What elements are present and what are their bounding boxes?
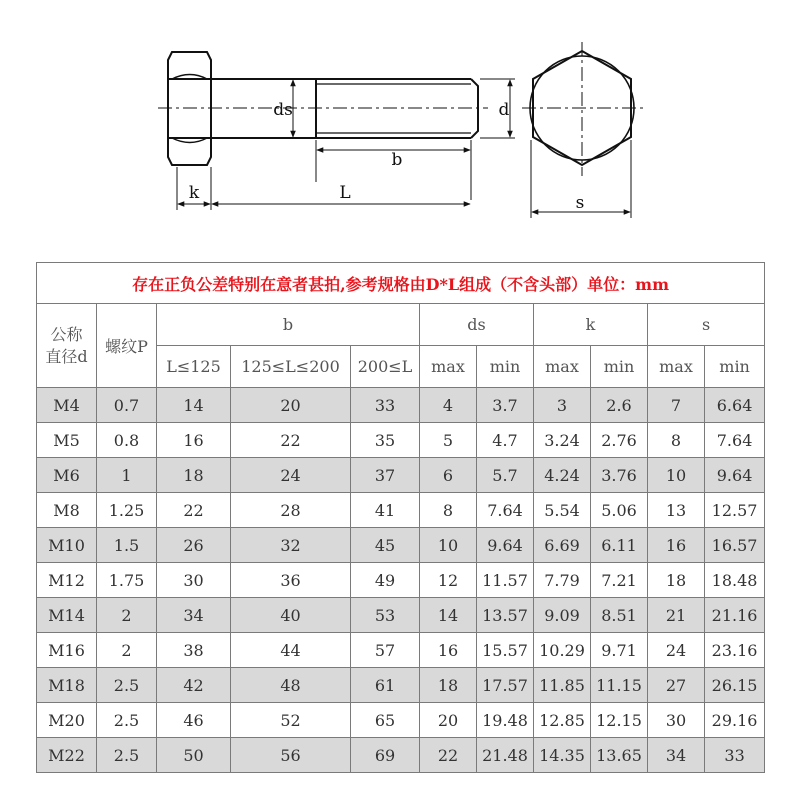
table-row (37, 668, 765, 703)
table-cell: 29.16 (705, 703, 765, 738)
table-cell: 21.16 (705, 598, 765, 633)
table-cell: 5 (420, 423, 477, 458)
table-cell: 3.7 (477, 388, 534, 423)
table-cell: 11.85 (534, 668, 591, 703)
table-cell: 10.29 (534, 633, 591, 668)
table-row (37, 633, 765, 668)
table-cell: 11.15 (591, 668, 648, 703)
table-cell: 13 (648, 493, 705, 528)
table-cell: 44 (231, 633, 351, 668)
table-cell: 7.64 (477, 493, 534, 528)
row-size-cell: M12 (37, 563, 97, 598)
table-cell: 22 (157, 493, 231, 528)
table-cell: 30 (648, 703, 705, 738)
bolt-spec-table (36, 262, 765, 773)
table-cell: 69 (351, 738, 420, 773)
table-cell: 7.79 (534, 563, 591, 598)
table-cell: 14 (420, 598, 477, 633)
table-cell: 53 (351, 598, 420, 633)
spec-table-body (37, 388, 765, 773)
row-size-cell: M14 (37, 598, 97, 633)
table-cell: 14 (157, 388, 231, 423)
header-k: k (534, 304, 648, 346)
table-cell: 16 (420, 633, 477, 668)
table-cell: 24 (231, 458, 351, 493)
table-cell: 5.7 (477, 458, 534, 493)
table-cell: 18.48 (705, 563, 765, 598)
table-cell: 28 (231, 493, 351, 528)
table-cell: 38 (157, 633, 231, 668)
table-cell: 50 (157, 738, 231, 773)
table-cell: 7.64 (705, 423, 765, 458)
table-cell: 22 (420, 738, 477, 773)
table-cell: 1 (97, 458, 157, 493)
table-cell: 6.11 (591, 528, 648, 563)
table-cell: 18 (648, 563, 705, 598)
row-size-cell: M18 (37, 668, 97, 703)
table-cell: 6.69 (534, 528, 591, 563)
table-cell: 12.57 (705, 493, 765, 528)
row-size-cell: M6 (37, 458, 97, 493)
table-cell: 48 (231, 668, 351, 703)
table-cell: 35 (351, 423, 420, 458)
header-b-sub: 125≤L≤200 (231, 346, 351, 388)
dimension-label-b: b (391, 150, 403, 170)
table-cell: 7.21 (591, 563, 648, 598)
table-cell: 34 (648, 738, 705, 773)
table-cell: 3.24 (534, 423, 591, 458)
table-cell: 10 (420, 528, 477, 563)
table-row (37, 528, 765, 563)
header-ds: ds (420, 304, 534, 346)
table-cell: 57 (351, 633, 420, 668)
table-cell: 2.6 (591, 388, 648, 423)
header-min: min (591, 346, 648, 388)
table-cell: 30 (157, 563, 231, 598)
table-cell: 36 (231, 563, 351, 598)
table-cell: 6.64 (705, 388, 765, 423)
table-cell: 9.71 (591, 633, 648, 668)
table-cell: 37 (351, 458, 420, 493)
table-cell: 2.5 (97, 668, 157, 703)
table-cell: 2 (97, 633, 157, 668)
table-row (37, 493, 765, 528)
table-cell: 3.76 (591, 458, 648, 493)
table-cell: 9.09 (534, 598, 591, 633)
table-cell: 13.65 (591, 738, 648, 773)
table-cell: 20 (420, 703, 477, 738)
table-cell: 10 (648, 458, 705, 493)
table-cell: 46 (157, 703, 231, 738)
table-cell: 24 (648, 633, 705, 668)
table-cell: 7 (648, 388, 705, 423)
table-row (37, 598, 765, 633)
table-cell: 4.7 (477, 423, 534, 458)
header-pitch: 螺纹P (97, 304, 157, 388)
table-cell: 42 (157, 668, 231, 703)
row-size-cell: M22 (37, 738, 97, 773)
table-cell: 61 (351, 668, 420, 703)
table-cell: 23.16 (705, 633, 765, 668)
table-cell: 0.8 (97, 423, 157, 458)
table-row (37, 563, 765, 598)
table-cell: 5.54 (534, 493, 591, 528)
table-cell: 2.5 (97, 738, 157, 773)
table-title: 存在正负公差特别在意者甚拍,参考规格由D*L组成（不含头部）单位：mm (37, 263, 765, 304)
table-cell: 32 (231, 528, 351, 563)
header-min: min (705, 346, 765, 388)
table-cell: 2.5 (97, 703, 157, 738)
row-size-cell: M4 (37, 388, 97, 423)
table-cell: 3 (534, 388, 591, 423)
header-b: b (157, 304, 420, 346)
dimension-label-d: d (498, 100, 510, 120)
table-cell: 40 (231, 598, 351, 633)
table-cell: 65 (351, 703, 420, 738)
header-b-sub: 200≤L (351, 346, 420, 388)
bolt-technical-drawing (0, 0, 800, 240)
table-cell: 8 (648, 423, 705, 458)
table-cell: 19.48 (477, 703, 534, 738)
table-cell: 4 (420, 388, 477, 423)
table-cell: 26.15 (705, 668, 765, 703)
table-cell: 41 (351, 493, 420, 528)
table-cell: 12 (420, 563, 477, 598)
table-cell: 52 (231, 703, 351, 738)
table-row (37, 388, 765, 423)
table-cell: 26 (157, 528, 231, 563)
table-cell: 11.57 (477, 563, 534, 598)
table-cell: 15.57 (477, 633, 534, 668)
table-cell: 5.06 (591, 493, 648, 528)
row-size-cell: M5 (37, 423, 97, 458)
table-cell: 4.24 (534, 458, 591, 493)
header-max: max (534, 346, 591, 388)
row-size-cell: M8 (37, 493, 97, 528)
table-cell: 34 (157, 598, 231, 633)
table-row (37, 738, 765, 773)
table-cell: 16 (648, 528, 705, 563)
table-cell: 8 (420, 493, 477, 528)
row-size-cell: M16 (37, 633, 97, 668)
table-cell: 9.64 (705, 458, 765, 493)
table-cell: 2.76 (591, 423, 648, 458)
header-max: max (420, 346, 477, 388)
table-cell: 0.7 (97, 388, 157, 423)
table-row (37, 703, 765, 738)
table-cell: 16.57 (705, 528, 765, 563)
dimension-label-s: s (575, 193, 585, 213)
table-cell: 56 (231, 738, 351, 773)
table-cell: 13.57 (477, 598, 534, 633)
header-s: s (648, 304, 765, 346)
table-cell: 1.25 (97, 493, 157, 528)
table-cell: 33 (351, 388, 420, 423)
table-cell: 9.64 (477, 528, 534, 563)
table-row (37, 458, 765, 493)
row-size-cell: M20 (37, 703, 97, 738)
dimension-label-ds: ds (273, 100, 293, 120)
table-cell: 12.15 (591, 703, 648, 738)
table-cell: 17.57 (477, 668, 534, 703)
table-cell: 33 (705, 738, 765, 773)
table-cell: 21.48 (477, 738, 534, 773)
row-size-cell: M10 (37, 528, 97, 563)
header-b-sub: L≤125 (157, 346, 231, 388)
header-nominal-diameter: 公称直径d (37, 304, 97, 388)
table-cell: 45 (351, 528, 420, 563)
header-max: max (648, 346, 705, 388)
table-cell: 22 (231, 423, 351, 458)
table-cell: 2 (97, 598, 157, 633)
header-min: min (477, 346, 534, 388)
dimension-label-k: k (188, 183, 200, 203)
table-cell: 1.5 (97, 528, 157, 563)
table-cell: 21 (648, 598, 705, 633)
table-cell: 27 (648, 668, 705, 703)
table-cell: 6 (420, 458, 477, 493)
table-cell: 18 (420, 668, 477, 703)
table-cell: 20 (231, 388, 351, 423)
table-row (37, 423, 765, 458)
table-cell: 49 (351, 563, 420, 598)
table-cell: 14.35 (534, 738, 591, 773)
table-cell: 18 (157, 458, 231, 493)
table-cell: 1.75 (97, 563, 157, 598)
table-cell: 12.85 (534, 703, 591, 738)
table-cell: 16 (157, 423, 231, 458)
table-cell: 8.51 (591, 598, 648, 633)
dimension-label-L: L (339, 183, 351, 203)
